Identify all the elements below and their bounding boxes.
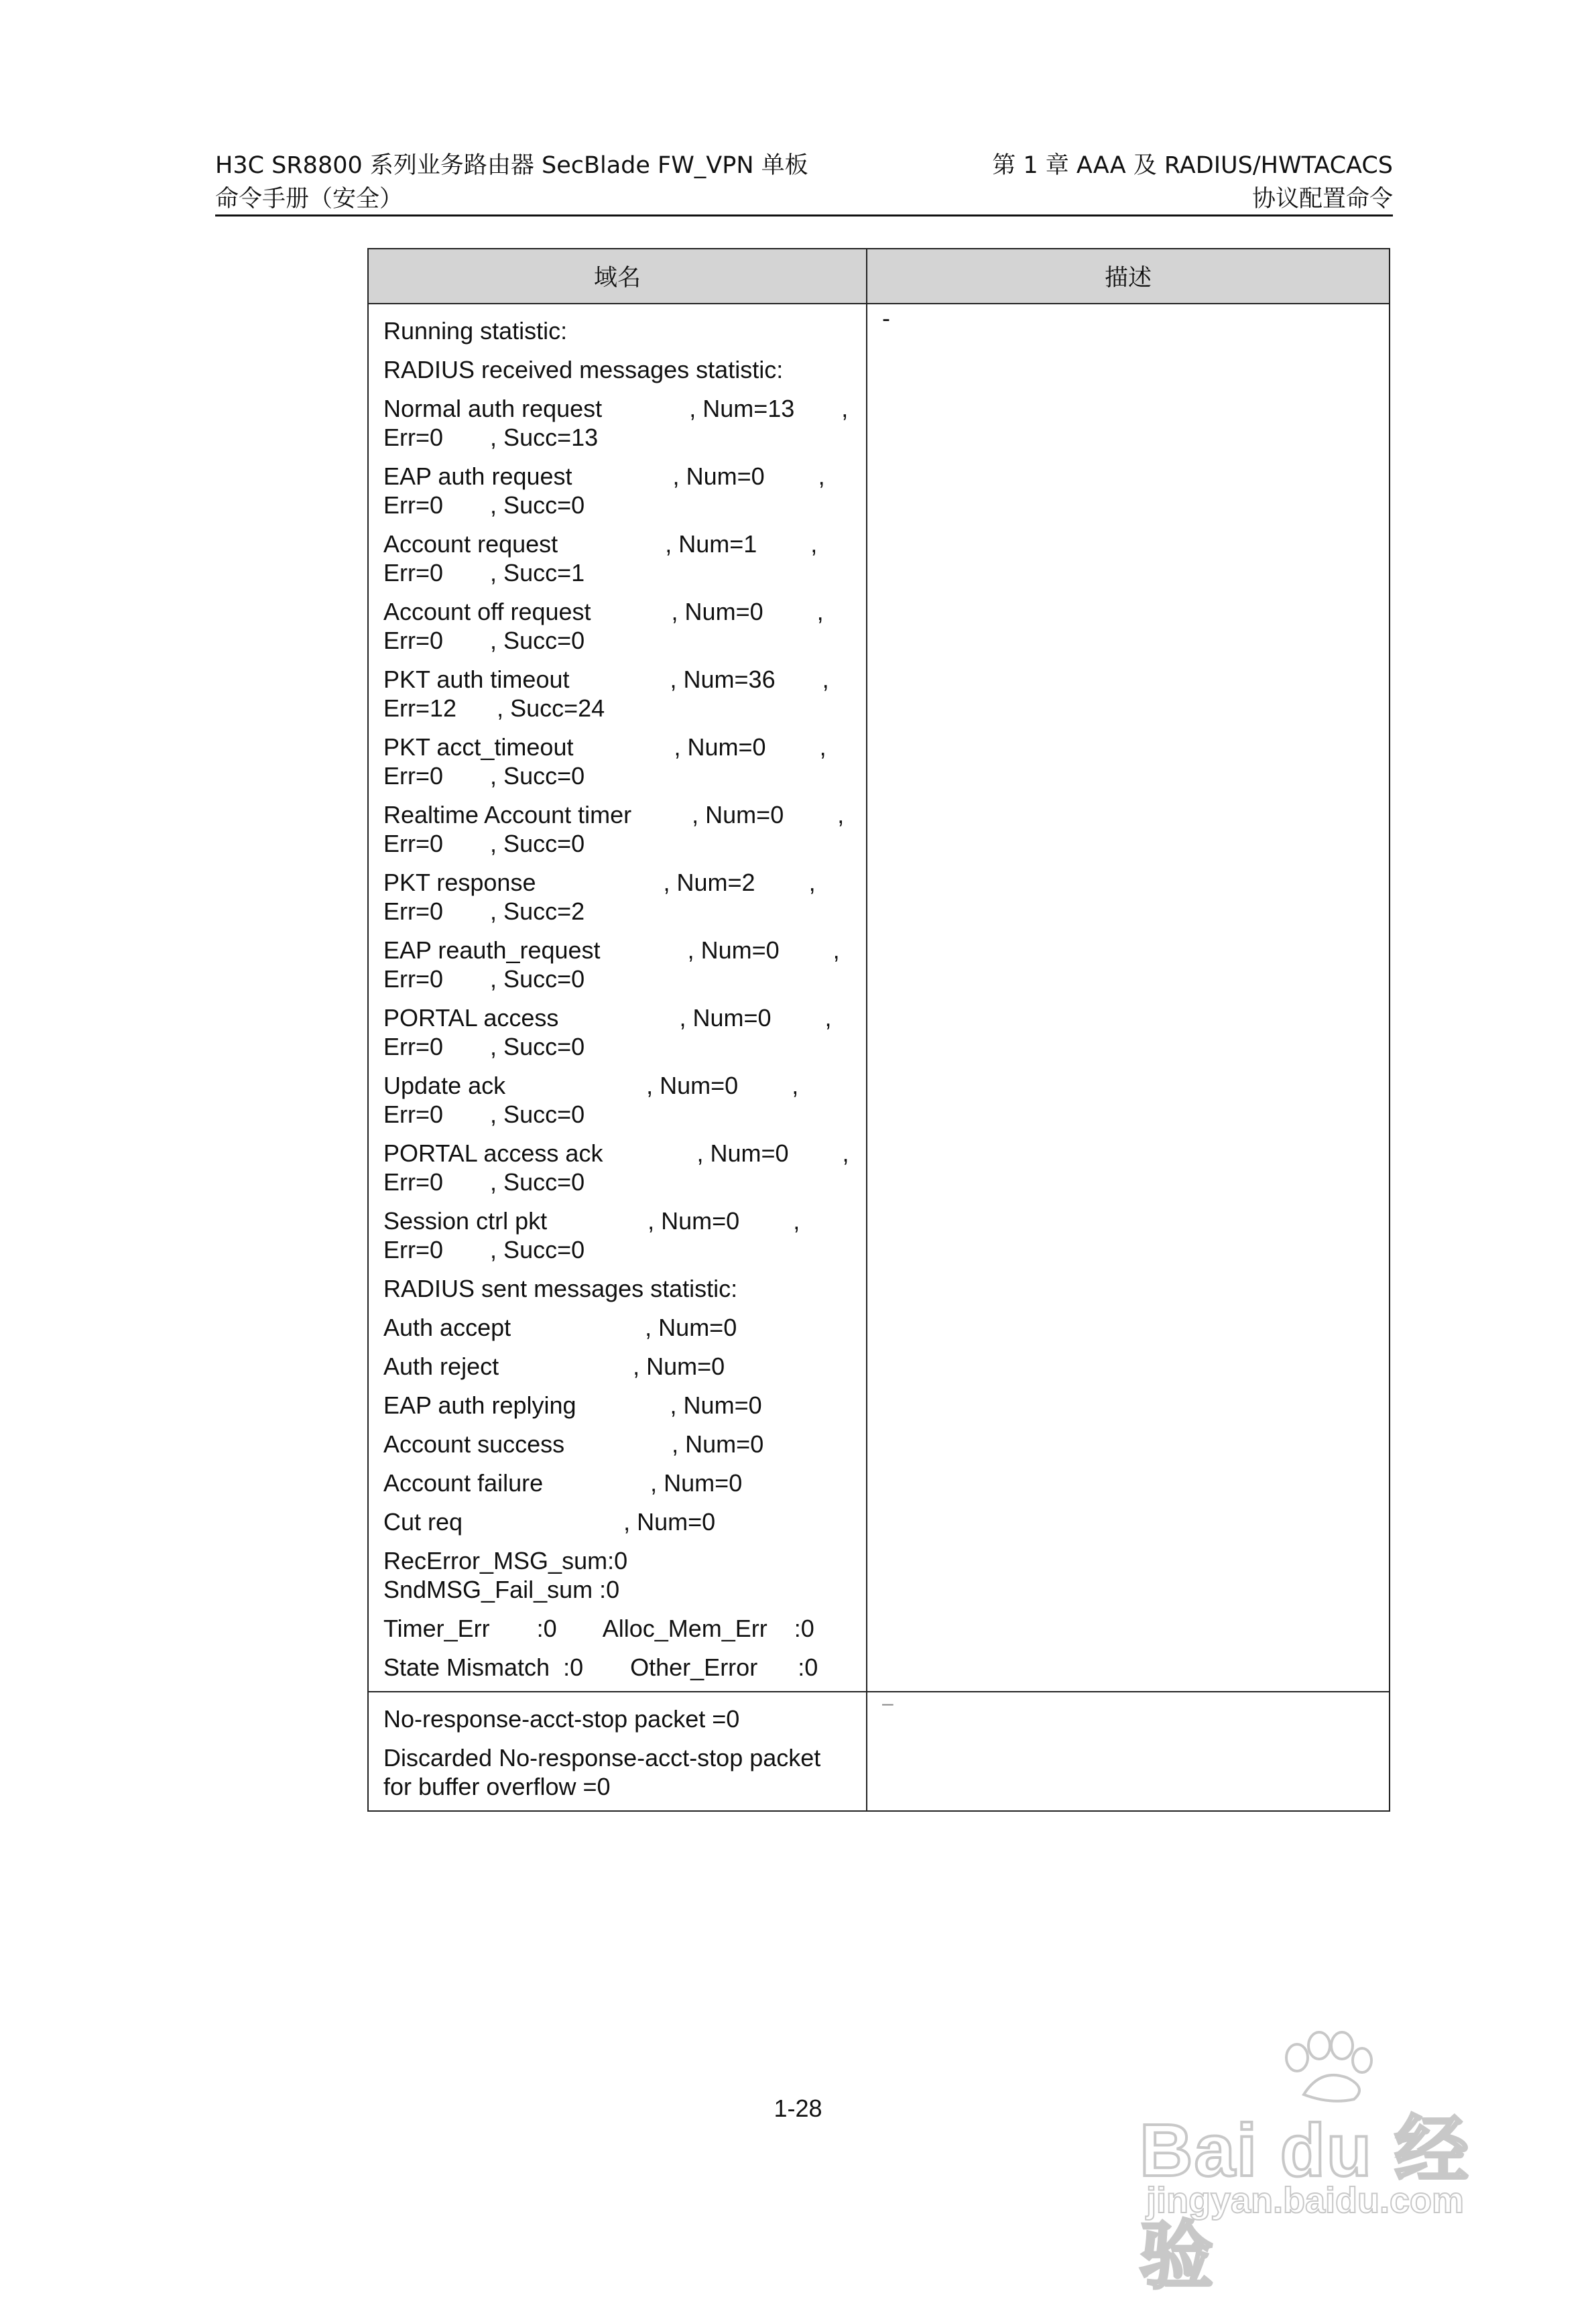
entry-account-success: Account success , Num=0 (383, 1430, 764, 1458)
manual-title: H3C SR8800 系列业务路由器 SecBlade FW_VPN 单板 (215, 152, 808, 179)
entry-received-header: RADIUS received messages statistic: (383, 356, 784, 383)
table-row (368, 1692, 1390, 1811)
entry-portal-access: PORTAL access , Num=0 , Err=0 , Succ=0 (383, 1004, 832, 1060)
description-cell (867, 1692, 1390, 1811)
chapter-subtitle: 协议配置命令 (1251, 186, 1393, 212)
entry-no-response-acct-stop: No-response-acct-stop packet =0 (383, 1705, 740, 1733)
watermark-url: jingyan.baidu.com (1146, 2180, 1465, 2221)
entry-pkt-auth-timeout: PKT auth timeout , Num=36 , Err=12 , Succ=24 (383, 666, 829, 722)
entry-auth-accept: Auth accept , Num=0 (383, 1314, 737, 1341)
entry-eap-reauth-request: EAP reauth_request , Num=0 , Err=0 , Succ=0 (383, 936, 840, 993)
field-cell (368, 304, 867, 1692)
entry-account-failure: Account failure , Num=0 (383, 1469, 743, 1497)
entry-update-ack: Update ack , Num=0 , Err=0 , Succ=0 (383, 1072, 799, 1128)
column-header-field: 域名 (368, 249, 867, 304)
field-cell (368, 1692, 867, 1811)
manual-subtitle: 命令手册（安全） (215, 186, 404, 212)
description-cell (867, 304, 1390, 1692)
entry-eap-auth-replying: EAP auth replying , Num=0 (383, 1391, 762, 1419)
entry-session-ctrl-pkt: Session ctrl pkt , Num=0 , Err=0 , Succ=0 (383, 1207, 800, 1263)
entry-cut-req: Cut req , Num=0 (383, 1508, 716, 1536)
entry-normal-auth-request: Normal auth request , Num=13 , Err=0 , Succ=13 (383, 395, 849, 451)
entry-error-sums: RecError_MSG_sum:0 SndMSG_Fail_sum :0 (383, 1547, 628, 1603)
header-right (992, 149, 1393, 216)
chapter-title: 第 1 章 AAA 及 RADIUS/HWTACACS (992, 152, 1393, 179)
header-divider (215, 214, 1393, 216)
entry-portal-access-ack: PORTAL access ack , Num=0 , Err=0 , Succ=0 (383, 1139, 849, 1196)
table-row (368, 304, 1390, 1692)
entry-eap-auth-request: EAP auth request , Num=0 , Err=0 , Succ=0 (383, 462, 825, 519)
watermark (1140, 2031, 1515, 2298)
column-header-description: 描述 (867, 249, 1390, 304)
entry-realtime-account-timer: Realtime Account timer , Num=0 , Err=0 , Succ=0 (383, 801, 845, 857)
description-text: - (882, 304, 890, 332)
entry-sent-header: RADIUS sent messages statistic: (383, 1275, 738, 1302)
entry-state-other-errors: State Mismatch :0 Other_Error :0 (383, 1654, 818, 1681)
entry-pkt-acct-timeout: PKT acct_timeout , Num=0 , Err=0 , Succ=0 (383, 733, 826, 790)
table-header-row (368, 249, 1390, 304)
entry-discarded-acct-stop: Discarded No-response-acct-stop packet for buffer overflow =0 (383, 1744, 821, 1800)
entry-timer-alloc-errors: Timer_Err :0 Alloc_Mem_Err :0 (383, 1615, 814, 1642)
entry-account-off-request: Account off request , Num=0 , Err=0 , Succ=0 (383, 598, 824, 654)
header-left (215, 149, 808, 216)
entry-account-request: Account request , Num=1 , Err=0 , Succ=1 (383, 530, 818, 586)
watermark-brand: Bai du 经验 (1140, 2109, 1470, 2298)
page-number: 1-28 (774, 2095, 822, 2122)
entry-pkt-response: PKT response , Num=2 , Err=0 , Succ=2 (383, 869, 816, 925)
statistics-table (367, 248, 1390, 1812)
entry-auth-reject: Auth reject , Num=0 (383, 1353, 725, 1380)
description-text: – (882, 1692, 894, 1715)
entry-running-statistic: Running statistic: (383, 317, 568, 345)
